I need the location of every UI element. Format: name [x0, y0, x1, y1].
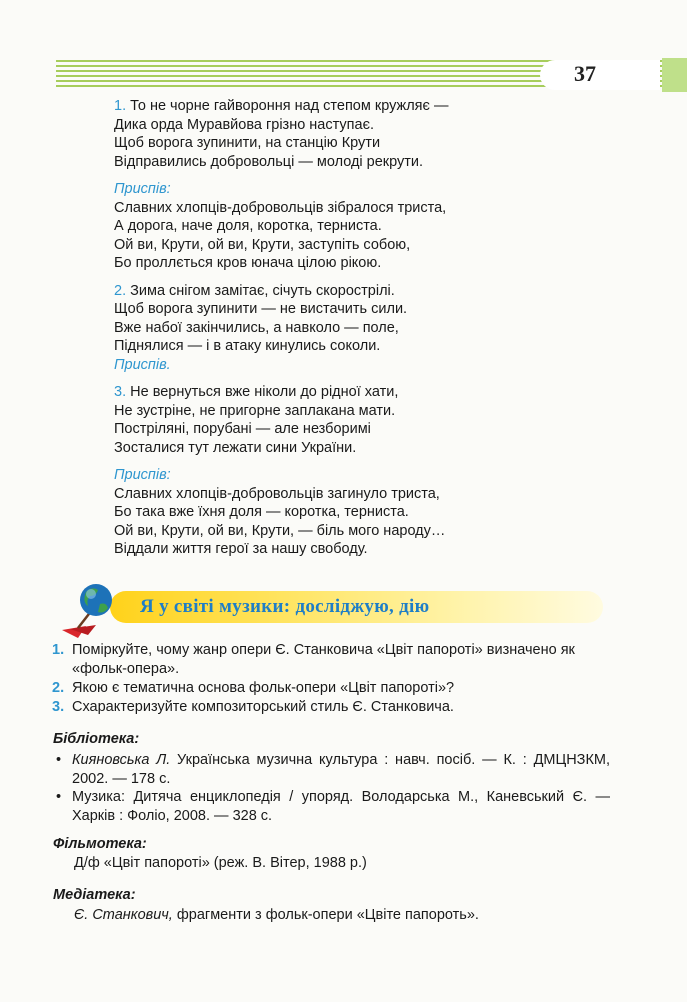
verse-line: Вже набої закінчились, а навколо — поле, — [114, 319, 399, 336]
verse-number: 2. — [114, 282, 127, 299]
filmoteka-title: Фільмотека: — [53, 836, 147, 852]
refrain-label: Приспів: — [114, 467, 171, 483]
page-edge-tab — [662, 58, 687, 92]
verse-line: 3. Не вернуться вже ніколи до рідної хати, — [114, 384, 399, 400]
questions-list — [52, 641, 612, 717]
verse-line: Щоб ворога зупинити, на станцію Крути — [114, 135, 381, 151]
verse-line: Відправились добровольці — молоді рекрути. — [114, 153, 424, 170]
refrain-line: Ой ви, Крути, ой ви, Крути, — біль мого народу… — [114, 522, 446, 539]
mediateka-entry: Є. Станкович, фрагменти з фольк-опери «Цвіте папороть». — [74, 907, 479, 923]
library-item: • Кияновська Л. Українська музична культура : навч. посіб. — К. : ДМЦНЗКМ, 2002. — 178 с. — [56, 752, 610, 787]
verse-line: 1. То не чорне гайвороння над степом кружляє — — [114, 98, 449, 114]
page-number: 37 — [574, 61, 596, 86]
refrain-line: Бо проллється кров юнача цілою рікою. — [114, 255, 382, 271]
question-item: 2. Якою є тематична основа фольк-опери «Цвіт папороті»? — [52, 680, 455, 696]
verse-line: Зосталися тут лежати сини України. — [114, 439, 357, 456]
refrain-line: А дорога, наче доля, коротка, терниста. — [114, 218, 382, 234]
verse-line: Щоб ворога зупинити — не вистачить сили. — [114, 301, 408, 317]
page-number-pill — [540, 60, 660, 90]
refrain-label: Приспів. — [114, 356, 171, 373]
filmoteka-entry: Д/ф «Цвіт папороті» (реж. В. Вітер, 1988 р.) — [74, 855, 367, 871]
verse-line: Не зустріне, не пригорне заплакана мати. — [114, 402, 396, 419]
refrain-line: Славних хлопців-добровольців зібралося триста, — [114, 199, 447, 216]
verse-number: 3. — [114, 384, 127, 400]
refrain-line: Ой ви, Крути, ой ви, Крути, заступіть собою, — [114, 236, 411, 253]
refrain-label: Приспів: — [114, 181, 171, 197]
library-title: Бібліотека: — [53, 731, 140, 747]
verse-number: 1. — [114, 98, 127, 114]
question-item: 1. Поміркуйте, чому жанр опери Є. Станковича «Цвіт папороті» визначено як «фольк-опера». — [52, 642, 575, 677]
refrain-line: Бо така вже їхня доля — коротка, терниста. — [114, 504, 409, 520]
question-item: 3. Схарактеризуйте композиторський стиль Є. Станковича. — [52, 699, 454, 715]
verse-line: Дика орда Муравйова грізно наступає. — [114, 116, 375, 133]
refrain-line: Славних хлопців-добровольців загинуло триста, — [114, 485, 440, 502]
library-list — [54, 751, 610, 825]
refrain-line: Віддали життя герої за нашу свободу. — [114, 541, 368, 557]
verse-line: Піднялися — і в атаку кинулись соколи. — [114, 338, 381, 354]
song-lyrics — [114, 97, 634, 559]
library-item: • Музика: Дитяча енциклопедія / упоряд. Володарська М., Каневський Є. — Харків : Фоліо, 2008. — 328 с. — [56, 789, 610, 824]
section-title: Я у світі музики: досліджую, дію — [140, 596, 430, 617]
globe-icon — [56, 580, 126, 640]
verse-line: Пострiляні, порубані — але незборимі — [114, 421, 371, 437]
mediateka-title: Медіатека: — [53, 887, 136, 903]
verse-line: 2. Зима снігом замітає, січуть скорострілі. — [114, 282, 395, 299]
